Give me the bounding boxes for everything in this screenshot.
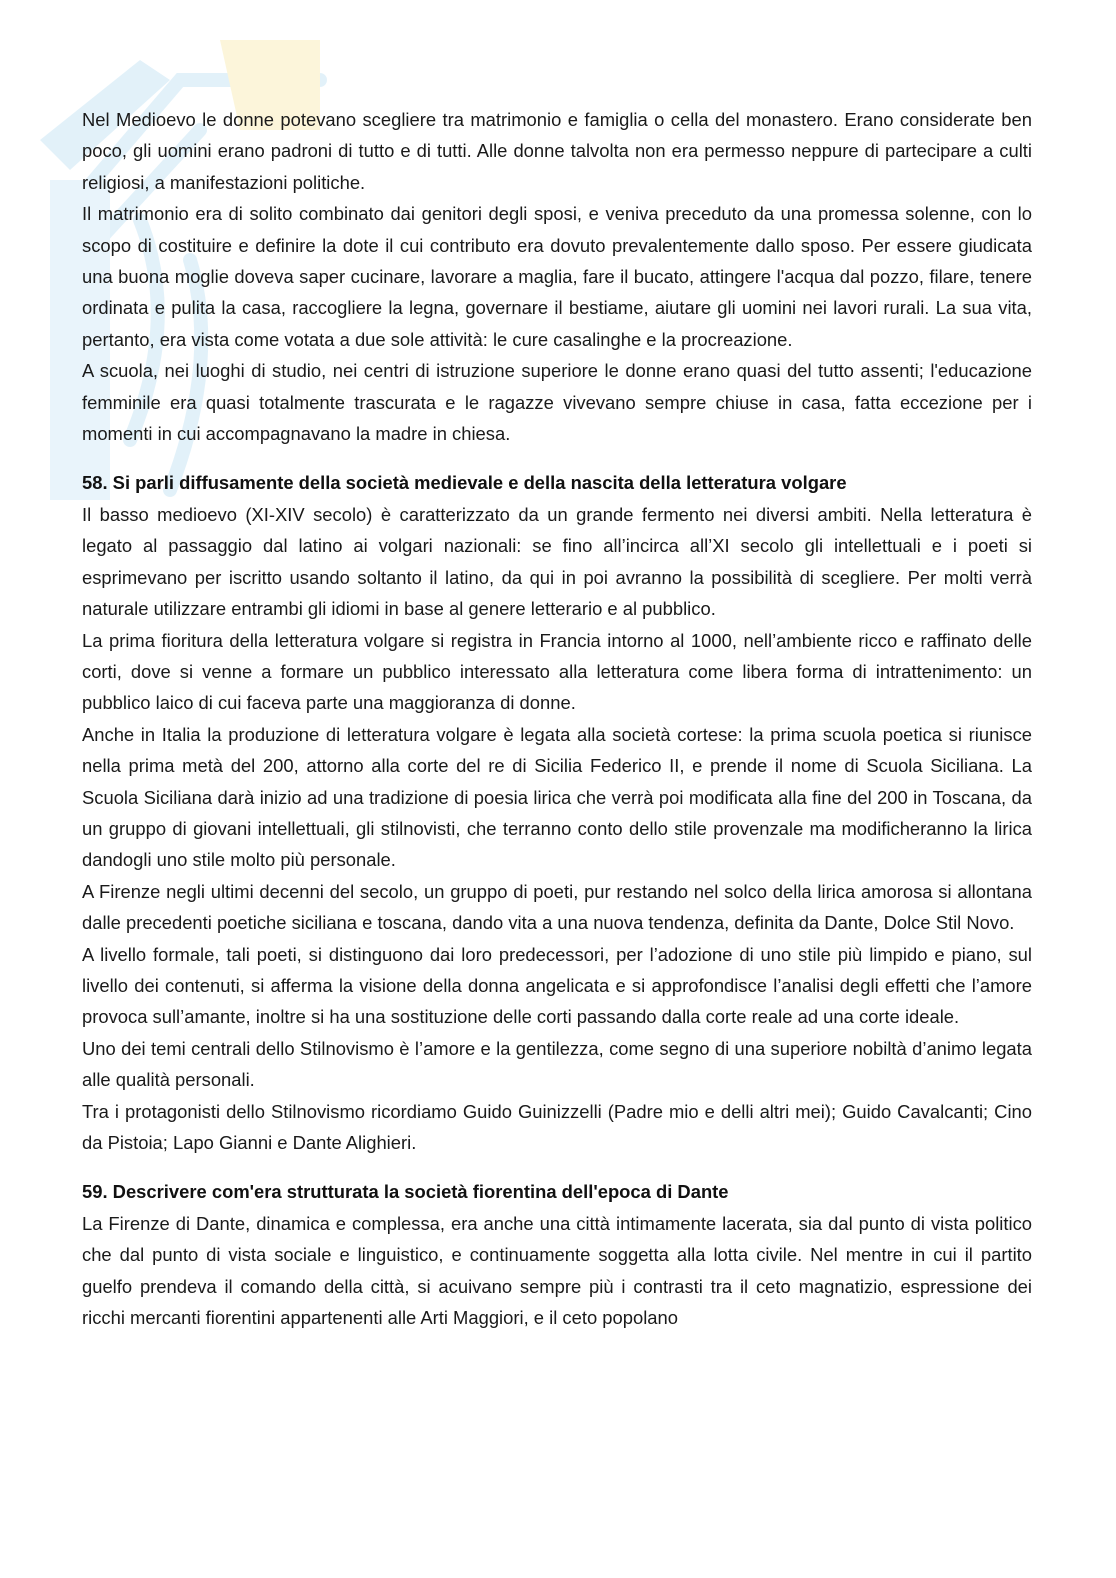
section-58-paragraph-5: A livello formale, tali poeti, si distinguono dai loro predecessori, per l’adozione di uno stile più limpido e piano, sul livello dei contenuti, si afferma la visione della donna angelicata e si approfondisce l’analisi degli effetti che l’amore provoca sull’amante, inoltre si ha una sostituzione delle corti passando dalla corte reale ad una corte ideale. — [82, 943, 1032, 1028]
section-58-paragraph-7: Tra i protagonisti dello Stilnovismo ricordiamo Guido Guinizzelli (Padre mio e delli altri mei); Guido Cavalcanti; Cino da Pistoia; Lapo Gianni e Dante Alighieri. — [82, 1100, 1032, 1153]
section-gap — [82, 449, 1032, 467]
section-58-paragraph-6: Uno dei temi centrali dello Stilnovismo è l’amore e la gentilezza, come segno di una superiore nobiltà d’animo legata alle qualità personali. — [82, 1037, 1032, 1091]
section-58-heading: 58. Si parli diffusamente della società medievale e della nascita della letteratura volgare — [82, 472, 847, 494]
section-58-paragraph-1: Il basso medioevo (XI-XIV secolo) è caratterizzato da un grande fermento nei diversi ambiti. Nella letteratura è legato al passaggio dal latino ai volgari nazionali: se fino all’incirca all’XI secolo gli intellettuali e i poeti si esprimevano per iscritto usando soltanto il latino, da qui in poi avranno la possibilità di scegliere. Per molti verrà naturale utilizzare entrambi gli idiomi in base al genere letterario e al pubblico. — [82, 503, 1032, 620]
intro-paragraph-1: Nel Medioevo le donne potevano scegliere tra matrimonio e famiglia o cella del monastero. Erano considerate ben poco, gli uomini erano padroni di tutto e di tutti. Alle donne talvolta non era permesso neppure di partecipare a culti religiosi, a manifestazioni politiche. — [82, 109, 1032, 193]
document-body — [82, 104, 1032, 1333]
section-59-heading: 59. Descrivere com'era strutturata la società fiorentina dell'epoca di Dante — [82, 1181, 729, 1203]
section-58-paragraph-3: Anche in Italia la produzione di letteratura volgare è legata alla società cortese: la prima scuola poetica si riunisce nella prima metà del 200, attorno alla corte del re di Sicilia Federico II, e prende il nome di Scuola Siciliana. La Scuola Siciliana darà inizio ad una tradizione di poesia lirica che verrà poi modificata alla fine del 200 in Toscana, da un gruppo di giovani intellettuali, gli stilnovisti, che terranno conto dello stile provenzale ma modificheranno la lirica dandogli uno stile molto più personale. — [82, 723, 1032, 871]
intro-paragraph-2: Il matrimonio era di solito combinato dai genitori degli sposi, e veniva preceduto da una promessa solenne, con lo scopo di costituire e definire la dote il cui contributo era dovuto prevalentemente dallo sposo. Per essere giudicata una buona moglie doveva saper cucinare, lavorare a maglia, fare il bucato, attingere l'acqua dal pozzo, filare, tenere ordinata e pulita la casa, raccogliere la legna, governare il bestiame, aiutare gli uomini nei lavori rurali. La sua vita, pertanto, era vista come votata a due sole attività: le cure casalinghe e la procreazione. — [82, 203, 1032, 350]
intro-paragraph-3: A scuola, nei luoghi di studio, nei centri di istruzione superiore le donne erano quasi del tutto assenti; l'educazione femminile era quasi totalmente trascurata e le ragazze vivevano sempre chiuse in casa, fatta eccezione per i momenti in cui accompagnavano la madre in chiesa. — [82, 360, 1032, 445]
section-58-paragraph-2: La prima fioritura della letteratura volgare si registra in Francia intorno al 1000, nell’ambiente ricco e raffinato delle corti, dove si venne a formare un pubblico interessato alla letteratura come libera forma di intrattenimento: un pubblico laico di cui faceva parte una maggioranza di donne. — [82, 629, 1032, 714]
section-58-paragraph-4: A Firenze negli ultimi decenni del secolo, un gruppo di poeti, pur restando nel solco della lirica amorosa si allontana dalle precedenti poetiche siciliana e toscana, dando vita a una nuova tendenza, definita da Dante, Dolce Stil Novo. — [82, 880, 1032, 934]
section-59-paragraph-1: La Firenze di Dante, dinamica e complessa, era anche una città intimamente lacerata, sia dal punto di vista politico che dal punto di vista sociale e linguistico, e continuamente soggetta alla lotta civile. Nel mentre in cui il partito guelfo prendeva il comando della città, si acuivano sempre più i contrasti tra il ceto magnatizio, espressione dei ricchi mercanti fiorentini appartenenti alle Arti Maggiori, e il ceto popolano — [82, 1212, 1032, 1329]
section-gap — [82, 1158, 1032, 1176]
